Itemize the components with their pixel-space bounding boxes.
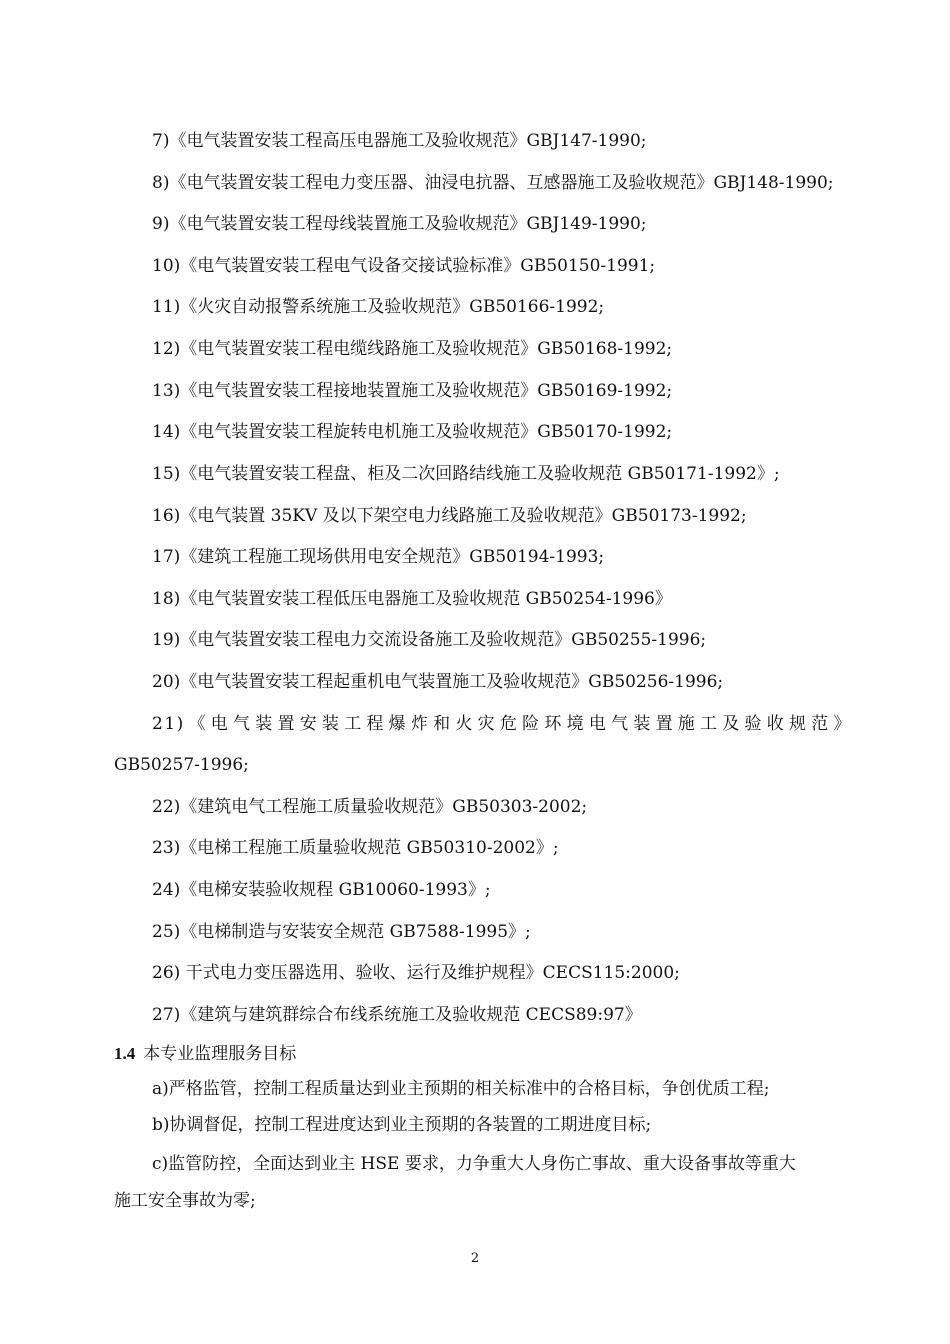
standard-item: 20)《电气装置安装工程起重机电气装置施工及验收规范》GB50256-1996; <box>152 672 724 692</box>
standard-item-21-line2: GB50257-1996; <box>114 755 249 775</box>
page-number: 2 <box>470 1251 480 1266</box>
standard-item: 16)《电气装置 35KV 及以下架空电力线路施工及验收规范》GB50173-1992; <box>152 506 747 526</box>
standard-item: 25)《电梯制造与安装安全规范 GB7588-1995》; <box>152 922 531 942</box>
goal-c-line1: c)监管防控，全面达到业主 HSE 要求，力争重大人身伤亡事故、重大设备事故等重大 <box>152 1154 796 1174</box>
standard-item: 18)《电气装置安装工程低压电器施工及验收规范 GB50254-1996》 <box>152 589 672 609</box>
section-number: 1.4 <box>114 1044 136 1063</box>
standard-item: 12)《电气装置安装工程电缆线路施工及验收规范》GB50168-1992; <box>152 339 673 359</box>
section-title: 本专业监理服务目标 <box>143 1044 297 1064</box>
standard-item: 10)《电气装置安装工程电气设备交接试验标准》GB50150-1991; <box>152 256 656 276</box>
standard-item: 17)《建筑工程施工现场供用电安全规范》GB50194-1993; <box>152 547 605 567</box>
standard-item: 26) 干式电力变压器选用、验收、运行及维护规程》CECS115:2000; <box>152 963 680 983</box>
standard-item: 11)《火灾自动报警系统施工及验收规范》GB50166-1992; <box>152 297 605 317</box>
standard-item: 14)《电气装置安装工程旋转电机施工及验收规范》GB50170-1992; <box>152 422 673 442</box>
section-heading <box>114 1043 296 1065</box>
standard-item: 7)《电气装置安装工程高压电器施工及验收规范》GBJ147-1990; <box>152 131 647 151</box>
standard-item: 27)《建筑与建筑群综合布线系统施工及验收规范 CECS89:97》 <box>152 1005 642 1025</box>
standard-item: 9)《电气装置安装工程母线装置施工及验收规范》GBJ149-1990; <box>152 214 647 234</box>
goal-a: a)严格监管，控制工程质量达到业主预期的相关标准中的合格目标，争创优质工程; <box>152 1079 770 1099</box>
goal-c-line2: 施工安全事故为零; <box>114 1191 256 1211</box>
standard-item-21-line1: 21)《电气装置安装工程爆炸和火灾危险环境电气装置施工及验收规范》 <box>152 714 852 734</box>
standard-item: 19)《电气装置安装工程电力交流设备施工及验收规范》GB50255-1996; <box>152 630 707 650</box>
standard-item: 22)《建筑电气工程施工质量验收规范》GB50303-2002; <box>152 797 588 817</box>
standard-item: 24)《电梯安装验收规程 GB10060-1993》; <box>152 880 491 900</box>
standard-item: 13)《电气装置安装工程接地装置施工及验收规范》GB50169-1992; <box>152 381 673 401</box>
standard-item: 15)《电气装置安装工程盘、柜及二次回路结线施工及验收规范 GB50171-1992》; <box>152 464 780 484</box>
standard-item: 23)《电梯工程施工质量验收规范 GB50310-2002》; <box>152 838 559 858</box>
goal-b: b)协调督促，控制工程进度达到业主预期的各装置的工期进度目标; <box>152 1115 652 1135</box>
standard-item: 8)《电气装置安装工程电力变压器、油浸电抗器、互感器施工及验收规范》GBJ148-1990; <box>152 173 834 193</box>
